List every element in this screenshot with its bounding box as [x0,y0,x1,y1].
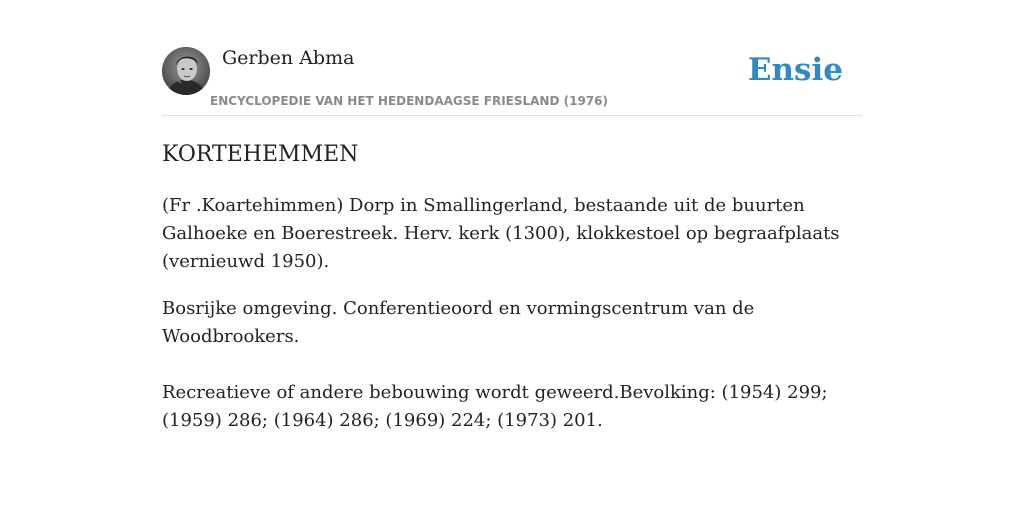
article-paragraph: Recreatieve of andere bebouwing wordt geweerd.Bevolking: (1954) 299; (1959) 286; (1964) 286; (1969) 224; (1973) 201. [162,382,828,431]
article-header [162,0,862,116]
article-title: KORTEHEMMEN [162,142,359,167]
article-paragraph: Bosrijke omgeving. Conferentieoord en vormingscentrum van de Woodbrookers. [162,298,755,347]
author-name[interactable]: Gerben Abma [222,47,355,69]
article-body [162,192,862,454]
brand-logo[interactable]: Ensie [747,52,843,88]
article-paragraph: (Fr .Koartehimmen) Dorp in Smallingerland, bestaande uit de buurten Galhoeke en Boerestreek. Herv. kerk (1300), klokkestoel op begraafplaats (vernieuwd 1950). [162,195,840,272]
author-portrait-icon [162,47,210,95]
source-title[interactable]: ENCYCLOPEDIE VAN HET HEDENDAAGSE FRIESLAND (1976) [210,94,608,108]
article-card [162,0,862,512]
author-avatar[interactable] [162,47,210,95]
